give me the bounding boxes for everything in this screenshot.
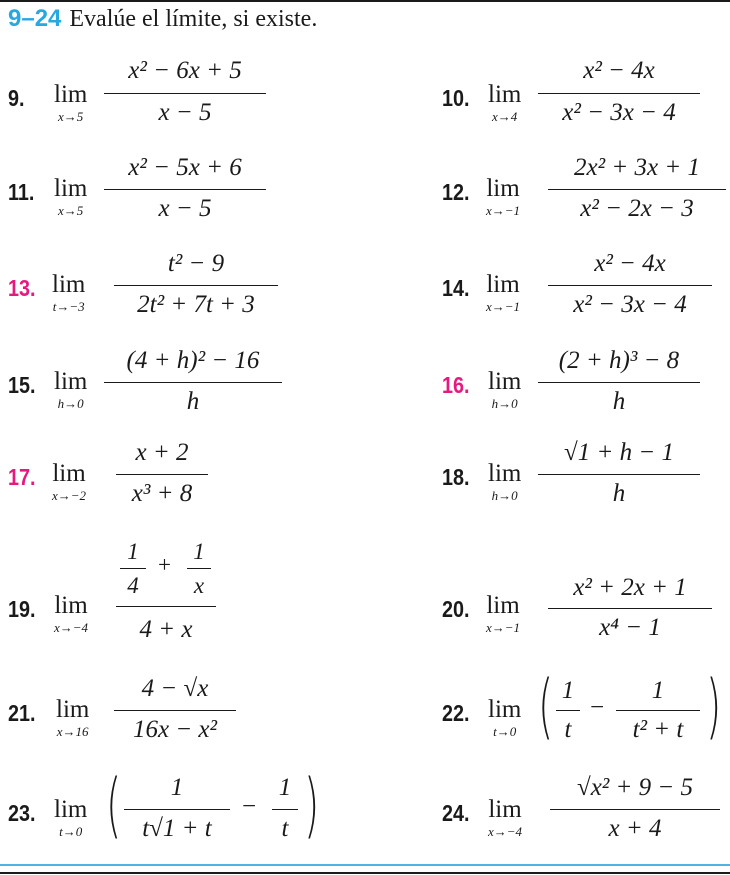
numerator: (2 + h)³ − 8 [558,347,680,374]
problem-number: 24. [442,800,470,826]
limit-approach: x→−4 [54,620,89,635]
limit-operator [488,697,521,739]
lim-word: lim [54,175,88,202]
fraction [538,437,700,512]
limit-approach: x→5 [58,109,84,124]
inner-bar-b [187,568,211,569]
problem-number: 17. [8,464,36,490]
lim-word: lim [488,81,522,108]
exercise-header [8,5,317,33]
lim-word: lim [52,271,86,298]
limit-operator [56,697,89,739]
problem-number: 9. [8,85,25,111]
inner-plus: + [158,552,171,577]
lim-word: lim [54,368,88,395]
denominator: x² − 3x − 4 [562,99,676,126]
problem-number: 20. [442,596,470,622]
numerator: 1 [278,774,292,801]
bottom-rule-dark [0,872,730,874]
lim-word: lim [486,271,520,298]
limit-operator [488,369,521,411]
fraction [116,437,208,512]
denominator: 4 + x [139,616,193,643]
inner-denominator-b: x [193,573,205,598]
fraction [538,55,700,130]
denominator: t² + t [632,716,684,743]
limit-operator [52,272,85,314]
fraction-bar [104,382,282,383]
numerator: (4 + h)² − 16 [126,347,260,374]
problem-number: 19. [8,596,36,622]
limit-approach: t→0 [493,724,517,739]
left-paren: ( [538,665,554,747]
fraction [548,248,712,323]
problem-number: 15. [8,372,36,398]
problem-number: 23. [8,800,36,826]
limit-approach: h→0 [491,488,518,503]
fraction [548,572,712,647]
fraction [550,772,720,847]
fraction [104,55,266,130]
denominator: x³ + 8 [131,480,193,507]
denominator: x − 5 [158,195,212,222]
problem-number: 11. [8,179,35,205]
minus-sign: − [242,793,257,820]
denominator: x² − 3x − 4 [573,291,687,318]
fraction-bar [548,285,712,286]
problem-number: 16. [442,372,470,398]
denominator: h [612,388,626,415]
fraction-bar [104,189,266,190]
fraction [538,345,700,420]
lim-word: lim [488,460,522,487]
fraction-bar [116,606,216,607]
lim-word: lim [54,81,88,108]
right-paren: ) [304,764,320,846]
right-paren: ) [706,665,722,747]
lim-word: lim [486,592,520,619]
limit-operator [486,176,520,218]
lim-word: lim [56,696,90,723]
denominator: 16x − x² [132,716,218,743]
denominator: x + 4 [608,815,662,842]
numerator: x² + 2x + 1 [573,574,687,601]
fraction-bar [116,474,208,475]
denominator: t [281,815,289,842]
inner-numerator-a: 1 [127,539,139,564]
numerator: x + 2 [135,439,189,466]
limit-approach: x→−1 [486,620,521,635]
fraction-bar [550,809,720,810]
denominator: x − 5 [158,99,212,126]
denominator: x² − 2x − 3 [580,195,694,222]
fraction-bar [548,189,726,190]
left-paren: ( [106,764,122,846]
limit-approach: t→0 [59,824,83,839]
lim-word: lim [488,696,522,723]
fraction-bar [556,710,580,711]
limit-operator [488,82,521,124]
inner-denominator-a: 4 [127,573,139,598]
denominator: t√1 + t [142,815,212,842]
fraction-bar [538,93,700,94]
bottom-rule-cyan [0,864,730,866]
numerator: 2x² + 3x + 1 [574,154,700,181]
numerator: x² − 6x + 5 [128,57,242,84]
problem-number: 14. [442,275,470,301]
inner-bar-a [120,568,146,569]
lim-word: lim [486,175,520,202]
limit-approach: h→0 [57,396,84,411]
fraction-b [616,675,700,750]
denominator: h [186,388,200,415]
fraction-b [272,772,298,847]
numerator: 4 − √x [141,675,209,702]
exercise-range: 9–24 [8,5,62,32]
limit-approach: x→−4 [488,824,523,839]
fraction-bar [616,710,700,711]
limit-operator [488,461,521,503]
fraction-bar [538,382,700,383]
problem-number: 12. [442,179,470,205]
limit-approach: h→0 [491,396,518,411]
limit-operator [54,369,87,411]
limit-approach: x→−1 [486,299,521,314]
limit-operator [486,593,520,635]
numerator: x² − 4x [583,57,655,84]
limit-operator [54,82,87,124]
top-rule [0,0,730,2]
fraction-bar [104,93,266,94]
fraction-bar [114,710,236,711]
limit-approach: t→−3 [52,299,85,314]
problem-number: 21. [8,700,36,726]
denominator: x⁴ − 1 [599,614,661,641]
limit-approach: x→5 [58,203,84,218]
problem-number: 18. [442,464,470,490]
fraction [114,673,236,748]
numerator: 1 [651,677,665,704]
fraction-bar [538,474,700,475]
fraction-bar [114,285,278,286]
fraction-a [556,675,580,750]
limit-operator [52,461,86,503]
fraction-bar [272,809,298,810]
inner-numerator-b: 1 [193,539,205,564]
minus-sign: − [590,694,605,721]
numerator: x² − 4x [594,250,666,277]
lim-word: lim [488,796,522,823]
denominator: t [564,716,572,743]
exercise-instruction: Evalúe el límite, si existe. [69,6,318,32]
numerator: 1 [170,774,184,801]
fraction [104,152,266,227]
fraction [114,248,278,323]
limit-operator [54,797,87,839]
lim-word: lim [54,796,88,823]
lim-word: lim [52,460,86,487]
numerator: 1 [561,677,575,704]
limit-approach: x→16 [56,724,89,739]
problem-number: 10. [442,85,470,111]
lim-word: lim [54,592,88,619]
fraction-bar [124,809,230,810]
limit-approach: x→4 [492,109,518,124]
limit-operator [54,593,88,635]
numerator: √1 + h − 1 [564,439,674,466]
problem-number: 22. [442,700,470,726]
denominator: 2t² + 7t + 3 [137,291,255,318]
limit-operator [488,797,522,839]
limit-approach: x→−2 [52,488,87,503]
problem-number: 13. [8,275,36,301]
limit-operator [486,272,520,314]
fraction-bar [548,608,712,609]
numerator: t² − 9 [167,250,225,277]
limit-approach: x→−1 [486,203,521,218]
fraction [104,345,282,420]
limit-operator [54,176,87,218]
fraction-a [124,772,230,847]
fraction [548,152,726,227]
denominator: h [612,480,626,507]
lim-word: lim [488,368,522,395]
numerator: x² − 5x + 6 [128,154,242,181]
numerator: √x² + 9 − 5 [576,774,694,801]
